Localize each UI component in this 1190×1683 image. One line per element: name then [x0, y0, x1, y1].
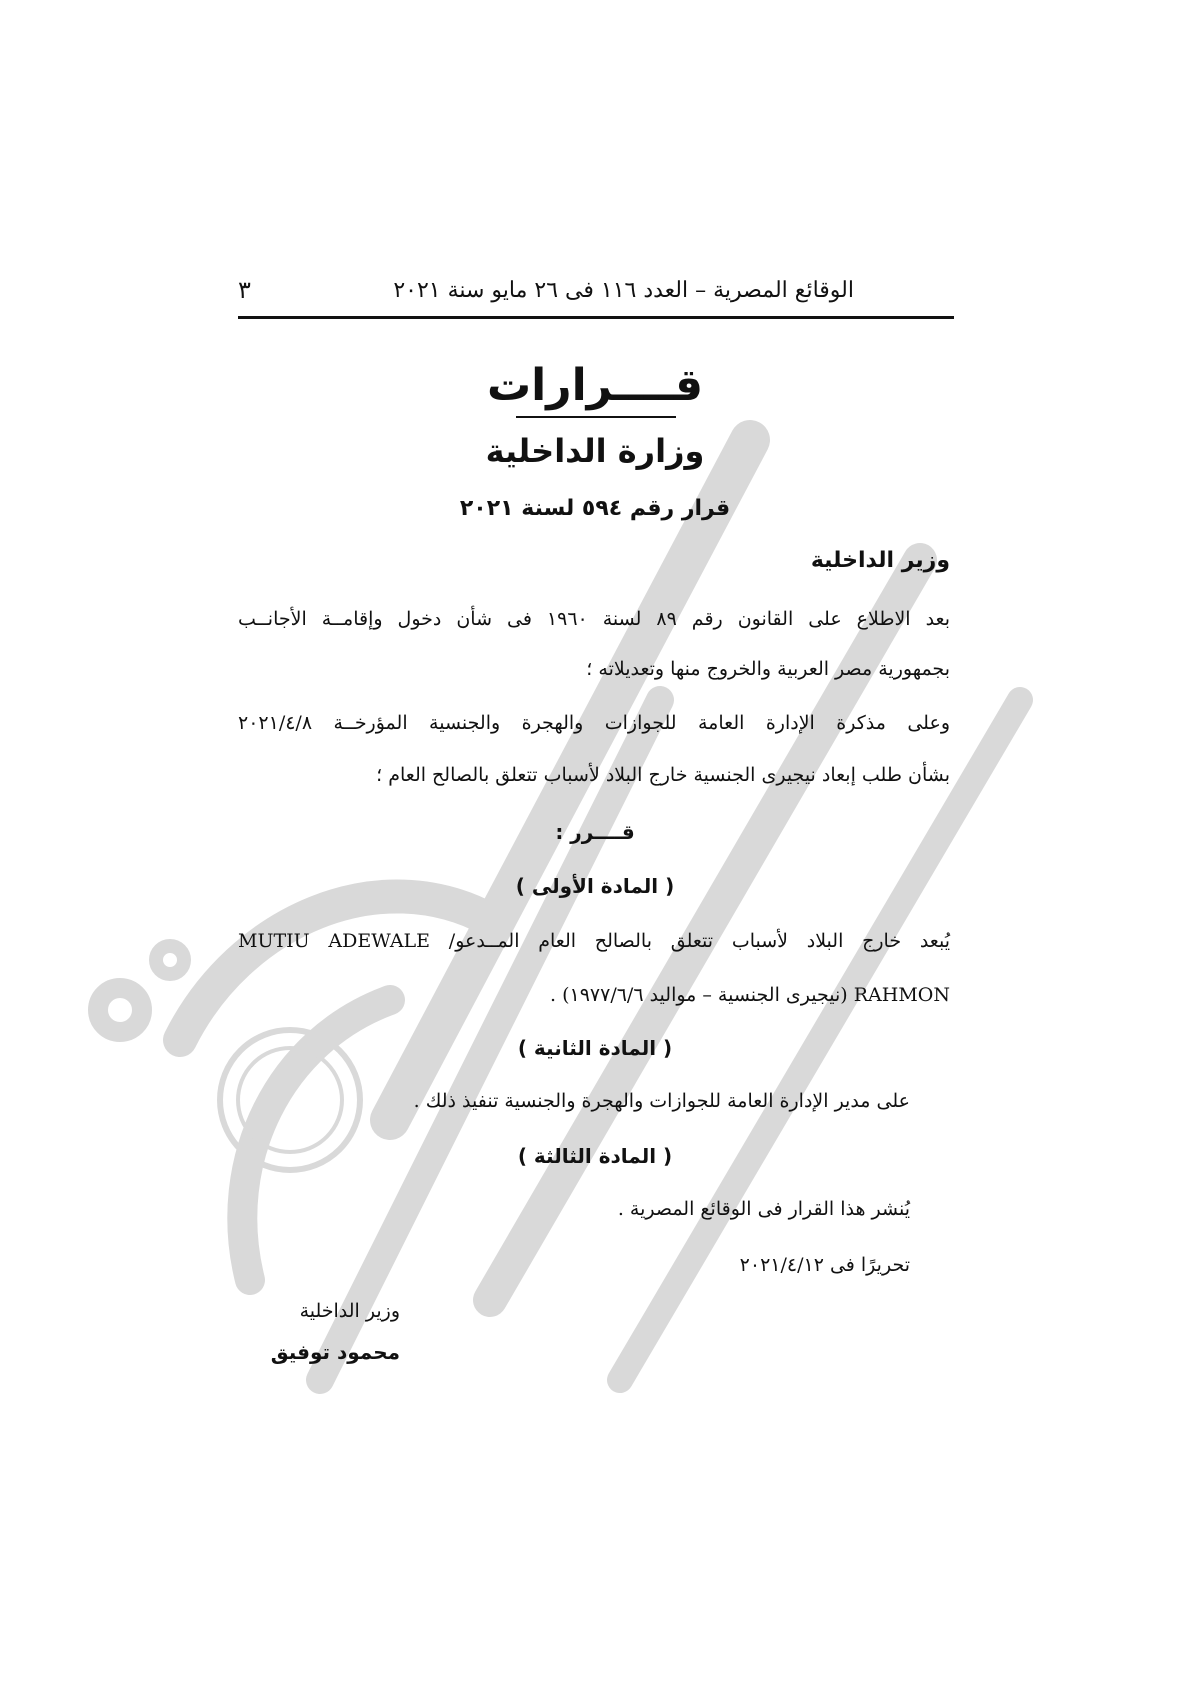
decree-number: قرار رقم ٥٩٤ لسنة ٢٠٢١ — [459, 496, 731, 521]
issuer-title: وزير الداخلية — [810, 548, 950, 573]
signature-title: وزير الداخلية — [299, 1300, 400, 1322]
main-title-underline — [516, 416, 676, 418]
article-2-line-1: على مدير الإدارة العامة للجوازات والهجرة والجنسية تنفيذ ذلك . — [413, 1090, 910, 1112]
preamble-line-4: بشأن طلب إبعاد نيجيرى الجنسية خارج البلاد لأسباب تتعلق بالصالح العام ؛ — [376, 764, 950, 786]
signature-name: محمود توفيق — [270, 1340, 400, 1364]
article-1-line-2: RAHMON (نيجيرى الجنسية – مواليد ١٩٧٧/٦/٦) . — [550, 984, 950, 1006]
article-1-heading: ( المادة الأولى ) — [515, 874, 675, 898]
article-1-line-1: يُبعد خارج البلاد لأسباب تتعلق بالصالح العام المــدعو/ MUTIU ADEWALE — [238, 930, 950, 952]
date-line: تحريرًا فى ٢٠٢١/٤/١٢ — [739, 1254, 910, 1276]
ministry-name: وزارة الداخلية — [485, 432, 705, 470]
article-2-heading: ( المادة الثانية ) — [517, 1036, 673, 1060]
preamble-line-3: وعلى مذكرة الإدارة العامة للجوازات والهجرة والجنسية المؤرخــة ٢٠٢١/٤/٨ — [238, 712, 950, 734]
main-title: قــــرارات — [486, 360, 704, 411]
article-3-heading: ( المادة الثالثة ) — [517, 1144, 673, 1168]
gazette-header-title: الوقائع المصرية – العدد ١١٦ فى ٢٦ مايو سنة ٢٠٢١ — [393, 278, 854, 303]
article-3-line-1: يُنشر هذا القرار فى الوقائع المصرية . — [617, 1198, 910, 1220]
preamble-line-2: بجمهورية مصر العربية والخروج منها وتعديلاته ؛ — [586, 658, 950, 680]
decided-heading: قــــرر : — [555, 820, 635, 844]
page-header — [238, 272, 954, 319]
page-number: ٣ — [238, 276, 251, 304]
preamble-line-1: بعد الاطلاع على القانون رقم ٨٩ لسنة ١٩٦٠ فى شأن دخول وإقامــة الأجانــب — [238, 608, 950, 630]
